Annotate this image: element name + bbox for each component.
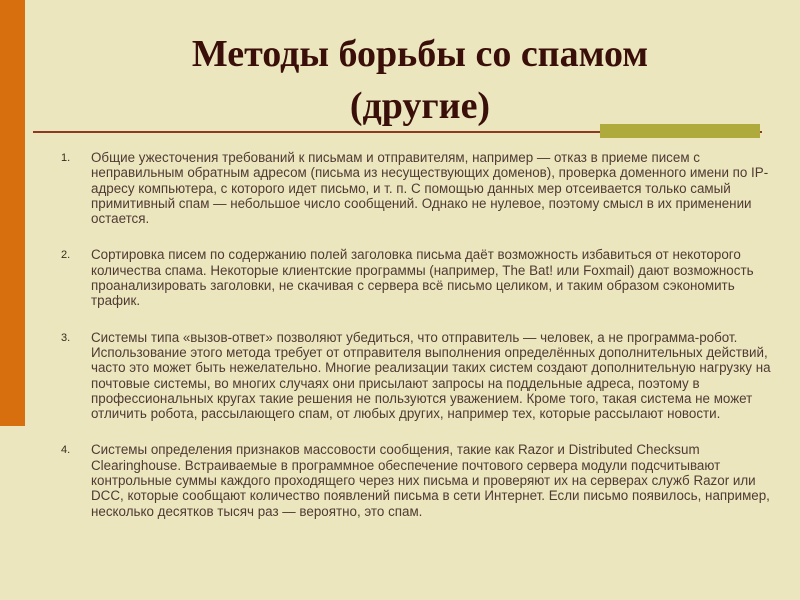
item-number: 4.	[61, 444, 71, 457]
item-text: Общие ужесточения требований к письмам и отправителям, например — отказ в приеме писем с неправильным обратным адресом (письма из несуществующих доменов), проверка доменного имени по IP-адресу компьютера, с которого идет письмо, и т. п. С помощью данных мер отсеивается только самый примитивный спам — небольшое число сообщений. Однако не нулевое, поэтому смысл в их применении остается.	[91, 150, 769, 227]
item-text: Сортировка писем по содержанию полей заголовка письма даёт возможность избавиться от некоторого количества спама. Некоторые клиентские программы (например, The Bat! или Foxmail) дают возможность проанализировать заголовки, не скачивая с сервера всё письмо целиком, и таким образом сэкономить трафик.	[91, 247, 754, 309]
methods-list	[61, 150, 776, 540]
item-text: Системы типа «вызов-ответ» позволяют убедиться, что отправитель — человек, а не программа-робот. Использование этого метода требует от отправителя выполнения определённых дополнительных действий, часто это может быть нежелательно. Многие реализации таких систем создают дополнительную нагрузку на почтовые системы, во многих случаях они присылают запросы на поддельные адреса, поэтому в профессиональных кругах такие решения не пользуются уважением. Кроме того, такая система не может отличить робота, рассылающего спам, от любых других, например тех, которые рассылают новости.	[91, 329, 771, 422]
title-accent-bar	[600, 124, 760, 138]
list-item	[61, 330, 776, 422]
item-number: 1.	[61, 152, 71, 164]
left-decorative-bar	[0, 0, 25, 426]
slide-title	[90, 28, 750, 132]
item-number: 3.	[61, 331, 71, 344]
title-line-2: (другие)	[349, 85, 491, 127]
item-number: 2.	[61, 249, 71, 262]
title-line-1: Методы борьбы со спамом	[191, 33, 649, 75]
list-item	[61, 442, 776, 518]
list-item	[61, 247, 776, 308]
item-text: Системы определения признаков массовости сообщения, такие как Razor и Distributed Checksum Clearinghouse. Встраиваемые в программное обеспечение почтового сервера модули подсчитывают контрольные суммы каждого проходящего через них письма и проверяют их на серверах служб Razor или DCC, которые сообщают количество появлений письма в сети Интернет. Если письмо появилось, например, несколько десятков тысяч раз — вероятно, это спам.	[91, 442, 770, 519]
list-item	[61, 150, 776, 226]
